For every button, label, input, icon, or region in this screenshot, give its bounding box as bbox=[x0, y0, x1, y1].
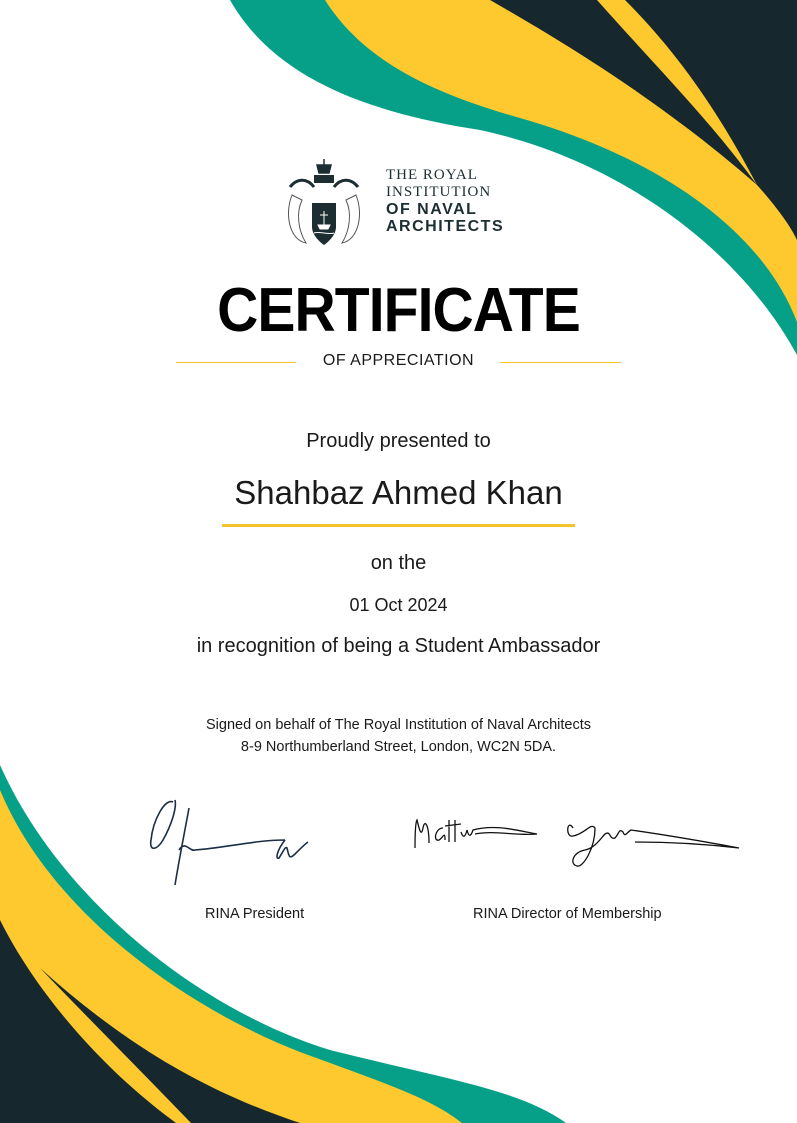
name-underline bbox=[222, 524, 575, 527]
signed-on-behalf bbox=[0, 714, 797, 758]
logo-line: OF NAVAL bbox=[386, 201, 478, 218]
certificate-subtitle: OF APPRECIATION bbox=[322, 352, 475, 369]
on-the-label: on the bbox=[370, 552, 427, 574]
rina-logo bbox=[284, 155, 524, 250]
divider-right bbox=[500, 362, 621, 363]
director-signature bbox=[405, 808, 745, 888]
logo-line: ARCHITECTS bbox=[386, 218, 505, 235]
recognition-text: in recognition of being a Student Ambassador bbox=[196, 635, 601, 657]
signed-line-1: Signed on behalf of The Royal Institution of Naval Architects bbox=[205, 717, 591, 733]
presented-to-label: Proudly presented to bbox=[306, 430, 491, 452]
signatory-role: RINA President bbox=[205, 906, 305, 922]
logo-line: THE ROYAL bbox=[386, 167, 478, 183]
signed-line-2: 8-9 Northumberland Street, London, WC2N 5DA. bbox=[240, 739, 557, 755]
signatory-role: RINA Director of Membership bbox=[473, 906, 662, 922]
coat-of-arms-icon bbox=[284, 155, 364, 250]
recipient-name: Shahbaz Ahmed Khan bbox=[234, 474, 563, 511]
certificate-title: CERTIFICATE bbox=[217, 276, 580, 345]
logo-line: INSTITUTION bbox=[386, 184, 492, 200]
president-signature bbox=[145, 790, 365, 890]
award-date: 01 Oct 2024 bbox=[349, 595, 448, 615]
